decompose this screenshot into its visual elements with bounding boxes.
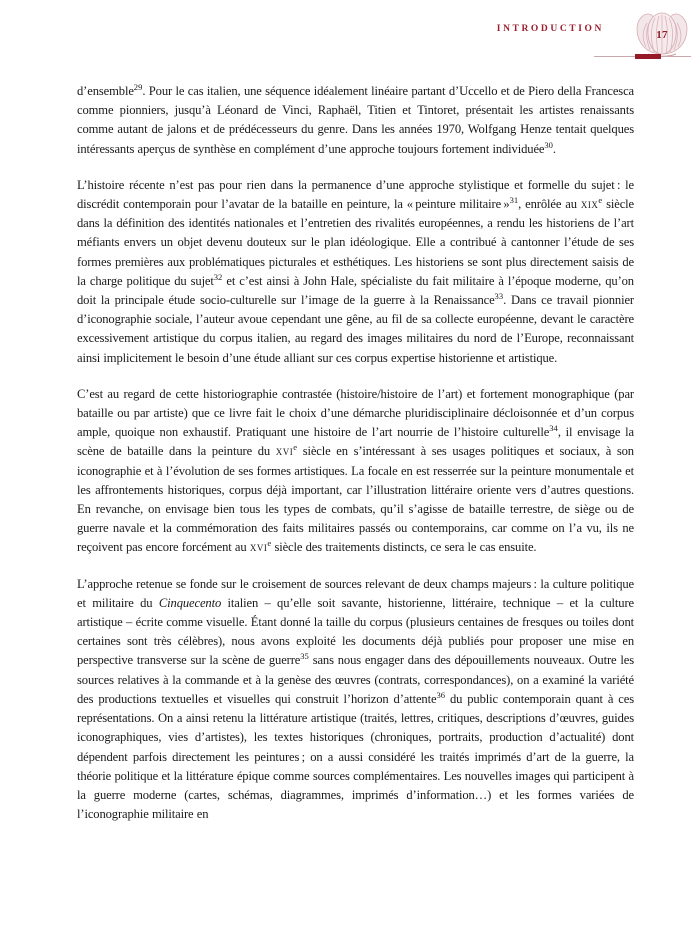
running-head xyxy=(0,0,700,72)
footnote-reference: 33 xyxy=(494,290,504,301)
footnote-reference: e xyxy=(293,442,298,453)
italic-text: Cinquecento xyxy=(158,595,222,610)
paragraph xyxy=(77,575,634,825)
text-run: L’approche retenue se fonde sur le croisement de sources relevant de deux champs majeurs : la culture politique et militaire du xyxy=(77,576,634,610)
running-head-rule xyxy=(594,54,691,60)
footnote-reference: 35 xyxy=(300,651,309,662)
rule-accent-block xyxy=(635,54,661,59)
text-run: . Dans ce travail pionnier d’iconographie sociale, l’auteur avoue cependant une gêne, au fil de sa collecte européenne, devant le caractère excessivement artistique du corpus italien, au regard des images militaires du nord de l’Europe, reconnaissant ainsi implicitement le besoin d’une étude alliant sur ces corpus expertise historienne et artistique. xyxy=(77,293,634,365)
footnote-reference: 36 xyxy=(436,689,445,700)
small-caps-text: xvi xyxy=(275,444,294,459)
paragraph xyxy=(77,82,634,159)
page-number: 17 xyxy=(656,28,668,41)
text-run: C’est au regard de cette historiographie contrastée (histoire/histoire de l’art) et fortement monographique (par bataille ou par artiste) que ce livre fait le choix d’une démarche pluridisciplinaire décloisonnée et d’un corpus ample, quoique non exhaustif. Pratiquant une histoire de l’art nourrie de l’histoire culturelle xyxy=(77,386,634,440)
footnote-reference: 30 xyxy=(544,139,553,150)
text-run: italien – qu’elle soit savante, historienne, littéraire, technique – et la culture artistique – écrite comme visuelle. Étant donné la taille du corpus (plusieurs centaines de fresques ou toiles dont certaines sont très célèbres), nous avons exploité les documents déjà publiés pour proposer une mise en perspective transverse sur la scène de guerre xyxy=(77,595,634,668)
text-run: et c’est ainsi à John Hale, spécialiste du fait militaire à l’époque moderne, qu’on doit la principale étude socio-culturelle sur l’image de la guerre à la Renaissance xyxy=(77,273,634,308)
text-run: siècle dans la définition des identités nationales et l’entretien des rivalités européennes, a rendu les historiens de l’art méfiants envers un objet devenu douteux sur le plan idéologique. Elle a contribué à cantonner l’étude de ses formes premières aux problématiques picturales et esthétiques. Les historiens se sont plus directement saisis de la charge politique du sujet xyxy=(77,197,635,288)
text-run: L’histoire récente n’est pas pour rien dans la permanence d’une approche stylistique et formelle du sujet : le discrédit contemporain pour l’avatar de la bataille en peinture, la « peinture militaire » xyxy=(77,177,634,212)
footnote-reference: 32 xyxy=(213,271,223,282)
footnote-reference: e xyxy=(267,538,272,549)
footnote-reference: 34 xyxy=(549,423,558,434)
paragraph xyxy=(77,176,634,368)
text-run: d’ensemble xyxy=(77,84,134,98)
text-run: , il envisage la scène de bataille dans la peinture du xyxy=(77,425,635,459)
small-caps-text: xvi xyxy=(249,540,268,555)
text-run: du public contemporain quant à ces représentations. On a ainsi retenu la littérature artistique (traités, lettres, critiques, descriptions d’œuvres, guides iconographiques, vies d’artistes), les textes historiques (chroniques, portraits, production d’actualité) dont dépendent parfois directement les peintures ; on a aussi considéré les traités imprimés d’art de la guerre, la théorie politique et la littérature épique comme sources complémentaires. Les nouvelles images qui participent à la guerre moderne (cartes, schémas, diagrammes, imprimés d’information…) et les formes variées de l’iconographie militaire en xyxy=(77,691,634,822)
page-text-block xyxy=(77,82,634,824)
running-head-label: INTRODUCTION xyxy=(496,24,604,34)
text-run: sans nous engager dans des dépouillements nouveaux. Outre les sources relatives à la commande et à la genèse des œuvres (contrats, correspondances), on a examiné la variété des productions textuelles et visuelles qui construit l’horizon d’attente xyxy=(77,653,634,706)
paragraph xyxy=(77,385,634,558)
text-run: . xyxy=(552,141,556,156)
text-run: . Pour le cas italien, une séquence idéalement linéaire partant d’Uccello et de Piero della Francesca comme pionniers, jusqu’à Léonard de Vinci, Raphaël, Titien et Tintoret, présentait les artistes renaissants comme autant de jalons et de prédécesseurs du genre. Dans les années 1970, Wolfgang Henze tentait quelques intéressants aperçus de synthèse en complément d’une approche toujours fortement individuée xyxy=(77,84,634,156)
text-run: , enrôlée au xyxy=(518,197,581,212)
text-run: siècle en s’intéressant à ses usages politiques et sociaux, à son iconographie et à l’évolution de ses formes artistiques. La focale en est resserrée sur la peinture monumentale et les affrontements historiques, corpus déjà important, car l’illustration littéraire oriente vers d’autres questions. En revanche, on envisage bien tous les types de combats, qu’il s’agisse de bataille terrestre, de siège ou de guerre navale et la commémoration des faits militaires passés ou contemporains, car comme on l’a vu, ils ne reçoivent pas encore forcément au xyxy=(77,444,634,555)
small-caps-text: xix xyxy=(580,197,599,212)
footnote-reference: 31 xyxy=(509,194,519,205)
text-run: siècle des traitements distincts, ce sera le cas ensuite. xyxy=(271,540,537,555)
footnote-reference: 29 xyxy=(133,81,143,92)
footnote-reference: e xyxy=(598,194,603,205)
